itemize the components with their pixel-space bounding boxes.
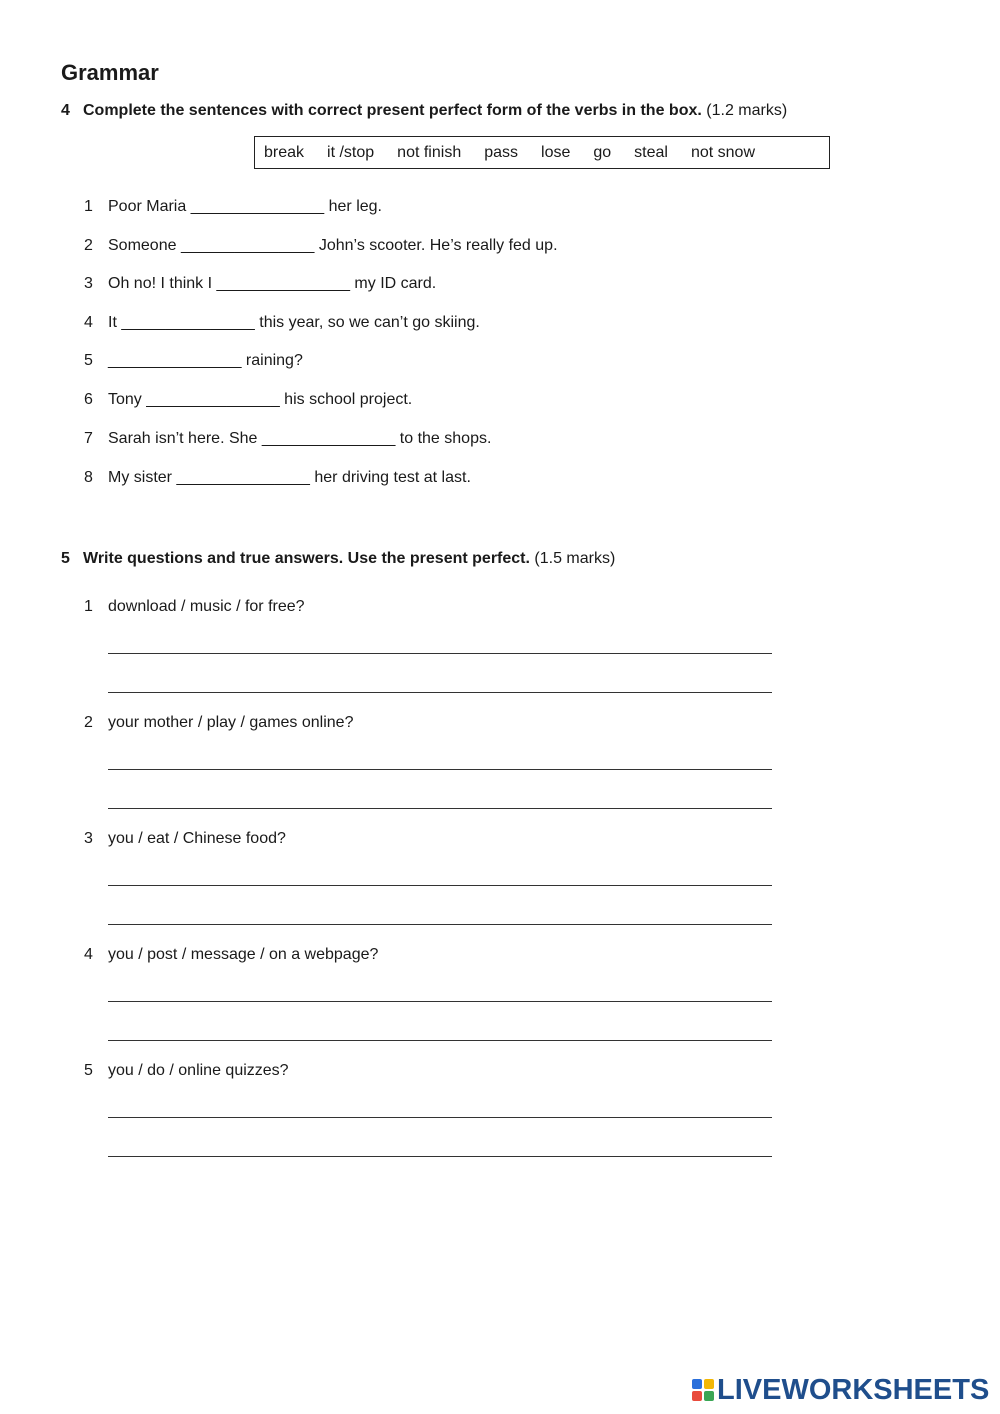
item-sentence: Tony _______________ his school project. bbox=[108, 391, 413, 408]
item-sentence: My sister _______________ her driving test at last. bbox=[108, 469, 471, 486]
exercise-4-marks: (1.2 marks) bbox=[706, 102, 788, 119]
exercise-5-number: 5 bbox=[61, 550, 70, 567]
section-title: Grammar bbox=[61, 60, 159, 85]
answer-line[interactable] bbox=[108, 808, 772, 809]
item-number: 4 bbox=[84, 946, 93, 963]
item-number: 2 bbox=[84, 237, 93, 254]
exercise-4-item[interactable] bbox=[84, 275, 436, 293]
logo-text: LIVEWORKSHEETS bbox=[717, 1374, 990, 1406]
exercise-4-item[interactable] bbox=[84, 352, 303, 370]
question-prompt: your mother / play / games online? bbox=[108, 714, 354, 731]
exercise-4-item[interactable] bbox=[84, 430, 491, 448]
logo-square bbox=[704, 1379, 714, 1389]
question-prompt: you / do / online quizzes? bbox=[108, 1062, 289, 1079]
exercise-5-question bbox=[84, 714, 353, 732]
word-box bbox=[254, 136, 830, 169]
item-sentence: Sarah isn’t here. She _______________ to the shops. bbox=[108, 430, 492, 447]
answer-line[interactable] bbox=[108, 885, 772, 886]
word-box-item: go bbox=[593, 143, 612, 161]
item-number: 4 bbox=[84, 314, 93, 331]
word-box-item: lose bbox=[541, 143, 571, 161]
answer-line[interactable] bbox=[108, 692, 772, 693]
item-number: 5 bbox=[84, 1062, 93, 1079]
item-number: 1 bbox=[84, 198, 93, 215]
logo-square bbox=[692, 1391, 702, 1401]
word-box-item: not snow bbox=[690, 143, 756, 161]
item-number: 7 bbox=[84, 430, 93, 447]
item-number: 3 bbox=[84, 275, 93, 292]
exercise-4-header bbox=[61, 102, 787, 120]
word-box-item: steal bbox=[634, 143, 668, 161]
exercise-4-item[interactable] bbox=[84, 314, 480, 332]
answer-line[interactable] bbox=[108, 1040, 772, 1041]
item-sentence: Poor Maria _______________ her leg. bbox=[108, 198, 382, 215]
exercise-5-instruction: Write questions and true answers. Use the present perfect. bbox=[83, 550, 530, 567]
item-number: 5 bbox=[84, 352, 93, 369]
question-prompt: you / post / message / on a webpage? bbox=[108, 946, 379, 963]
item-number: 2 bbox=[84, 714, 93, 731]
exercise-4-instruction: Complete the sentences with correct present perfect form of the verbs in the box. bbox=[83, 102, 702, 119]
liveworksheets-logo bbox=[692, 1374, 989, 1406]
word-box-item: pass bbox=[484, 143, 519, 161]
exercise-4-item[interactable] bbox=[84, 391, 412, 409]
logo-squares-icon bbox=[692, 1379, 714, 1401]
logo-square bbox=[704, 1391, 714, 1401]
item-number: 3 bbox=[84, 830, 93, 847]
word-box-item: not finish bbox=[397, 143, 462, 161]
exercise-5-marks: (1.5 marks) bbox=[534, 550, 616, 567]
answer-line[interactable] bbox=[108, 1156, 772, 1157]
item-sentence: Oh no! I think I _______________ my ID card. bbox=[108, 275, 437, 292]
item-sentence: _______________ raining? bbox=[108, 352, 303, 369]
answer-line[interactable] bbox=[108, 769, 772, 770]
item-sentence: It _______________ this year, so we can’t go skiing. bbox=[108, 314, 480, 331]
item-number: 1 bbox=[84, 598, 93, 615]
exercise-4-item[interactable] bbox=[84, 237, 558, 255]
item-number: 8 bbox=[84, 469, 93, 486]
exercise-5-question bbox=[84, 830, 286, 848]
item-number: 6 bbox=[84, 391, 93, 408]
exercise-5-question bbox=[84, 598, 305, 616]
exercise-4-item[interactable] bbox=[84, 469, 471, 487]
answer-line[interactable] bbox=[108, 1001, 772, 1002]
exercise-5-header bbox=[61, 550, 615, 568]
exercise-5-question bbox=[84, 1062, 289, 1080]
exercise-5-question bbox=[84, 946, 378, 964]
answer-line[interactable] bbox=[108, 924, 772, 925]
answer-line[interactable] bbox=[108, 1117, 772, 1118]
exercise-4-number: 4 bbox=[61, 102, 70, 119]
item-sentence: Someone _______________ John’s scooter. He’s really fed up. bbox=[108, 237, 558, 254]
answer-line[interactable] bbox=[108, 653, 772, 654]
question-prompt: download / music / for free? bbox=[108, 598, 305, 615]
question-prompt: you / eat / Chinese food? bbox=[108, 830, 286, 847]
word-box-item: break bbox=[264, 143, 305, 161]
exercise-4-item[interactable] bbox=[84, 198, 382, 216]
word-box-item: it /stop bbox=[327, 143, 375, 161]
logo-square bbox=[692, 1379, 702, 1389]
